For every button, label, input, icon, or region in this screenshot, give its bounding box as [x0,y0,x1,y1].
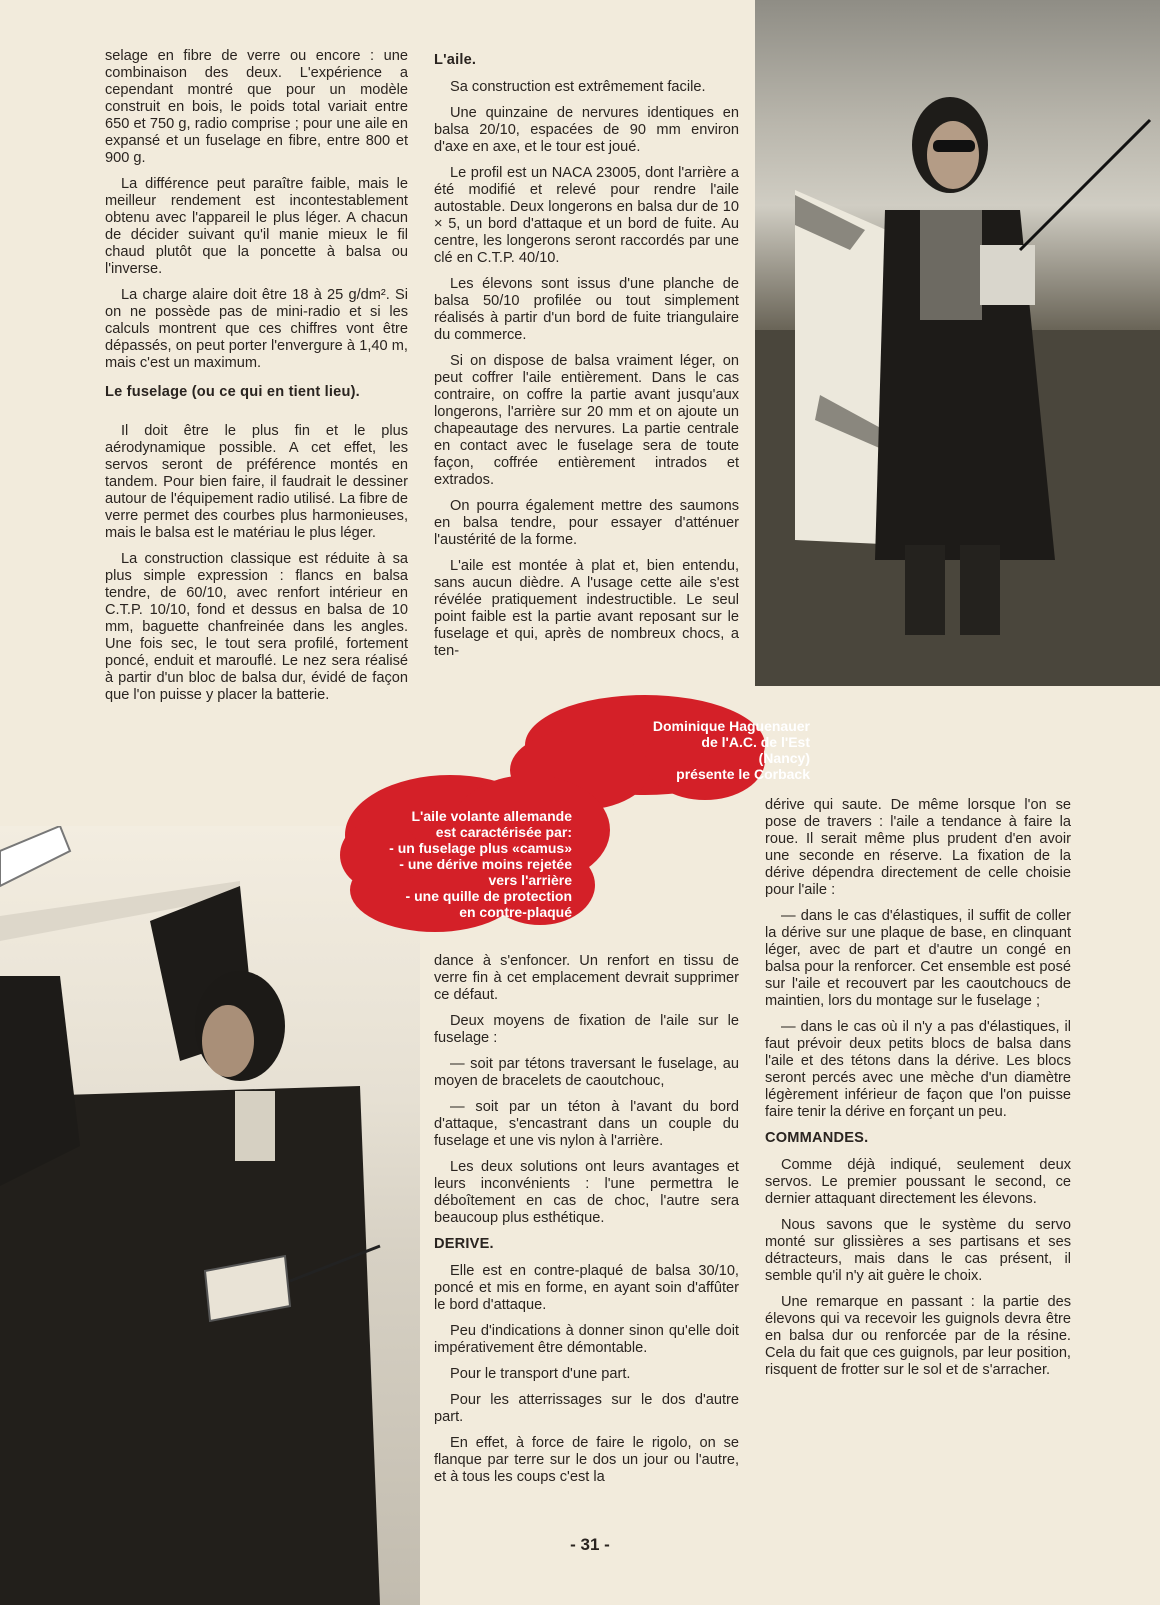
paragraph: Peu d'indications à donner sinon qu'elle doit impérativement être démontable. [434,1323,739,1356]
paragraph: On pourra également mettre des saumons en balsa tendre, pour essayer d'atténuer l'austérité de la forme. [434,498,739,548]
paragraph: dérive qui saute. De même lorsque l'on se pose de travers : l'aile a tendance à faire la roue. Il serait même plus prudent d'en avoir une seconde en réserve. La fixation de la dérive dépendra directement de celle choisie pour l'aile : [765,797,1071,898]
feature-line: - une dérive moins rejetée [399,856,572,872]
article-column-1 [105,48,408,713]
article-column-2 [434,46,739,669]
paragraph: Si on dispose de balsa vraiment léger, on peut coffrer l'aile entièrement. Dans le cas contraire, on coffre la partie avant jusqu'aux longerons, l'arrière sur 20 mm et on ajoute un chapeautage des nervures. La partie centrale en contact avec le fuselage sera de toute façon, coffrée entièrement intrados et extrados. [434,353,739,488]
feature-line: en contre-plaqué [459,904,572,920]
section-heading-commandes: COMMANDES. [765,1130,869,1146]
feature-line: vers l'arrière [488,872,572,888]
paragraph: dance à s'enfoncer. Un renfort en tissu de verre fin à cet emplacement devrait supprimer ce défaut. [434,953,739,1003]
credit-line: présente le Corback [676,766,810,782]
feature-line: L'aile volante allemande [411,808,572,824]
photo-pilot-launching-model [0,826,420,1605]
paragraph: Le profil est un NACA 23005, dont l'arrière a été modifié et relevé pour rendre l'aile autostable. Deux longerons en balsa dur de 10 × 5, un bord d'attaque et un bord de fuite. Au centre, les longerons seront raccordés par une clé en C.T.P. 40/10. [434,165,739,266]
paragraph: Deux moyens de fixation de l'aile sur le fuselage : [434,1013,739,1046]
credit-line: Dominique Haguenauer [652,718,810,734]
credit-line: de l'A.C. de l'Est [701,734,810,750]
paragraph: Pour les atterrissages sur le dos d'autre part. [434,1392,739,1425]
section-heading-aile: L'aile. [434,52,477,68]
paragraph: — soit par un téton à l'avant du bord d'attaque, s'encastrant dans un couple du fuselage et une vis nylon à l'arrière. [434,1099,739,1149]
photo-top-illustration [755,0,1160,686]
paragraph: — dans le cas d'élastiques, il suffit de coller la dérive sur une plaque de base, en clinquant léger, avec de part et d'autre un congé en balsa pour la renforcer. Cet ensemble est posé sur l'aile et recouvert par les caoutchoucs de maintien, lors du montage sur le fuselage ; [765,908,1071,1009]
paragraph: Les deux solutions ont leurs avantages et leurs inconvénients : l'une permettra le déboîtement en cas de choc, l'autre sera beaucoup plus esthétique. [434,1159,739,1226]
credit-line: (Nancy) [758,750,810,766]
paragraph: L'aile est montée à plat et, bien entendu, sans aucun dièdre. A l'usage cette aile s'est révélée pratiquement indestructible. Le seul point faible est la partie avant reposant sur le fuselage et qui, après de nombreux chocs, a ten- [434,558,739,659]
article-column-2-continued [434,953,739,1495]
feature-line: - une quille de protection [405,888,572,904]
paragraph: Comme déjà indiqué, seulement deux servos. Le premier poussant le second, ce dernier attaquant directement les élevons. [765,1157,1071,1207]
section-heading-fuselage: Le fuselage (ou ce qui en tient lieu). [105,384,360,400]
paragraph: — soit par tétons traversant le fuselage, au moyen de bracelets de caoutchouc, [434,1056,739,1089]
paragraph: Elle est en contre-plaqué de balsa 30/10, poncé et mis en forme, en ayant soin d'affûter le bord d'attaque. [434,1263,739,1313]
paragraph: Pour le transport d'une part. [450,1366,631,1382]
paragraph: Une remarque en passant : la partie des élevons qui va recevoir les guignols devra être en balsa dur ou renforcée par de la résine. Cela du fait que ces guignols, par leur position, risquent de frotter sur le sol et de s'arracher. [765,1294,1071,1378]
photo-bottom-illustration [0,826,420,1605]
feature-line: est caractérisée par: [435,824,572,840]
paragraph: La construction classique est réduite à sa plus simple expression : flancs en balsa tendre, de 60/10, avec renfort intérieur en C.T.P. 10/10, fond et dessus en balsa de 10 mm, baguette chanfreinée dans les angles. Une fois sec, le tout sera profilé, fortement poncé, enduit et marouflé. Le nez sera réalisé à partir d'un bloc de balsa dur, évidé de façon que l'on puisse y placer la batterie. [105,551,408,703]
author-credit [575,718,810,782]
page-number: - 31 - [570,1535,610,1554]
paragraph: Une quinzaine de nervures identiques en balsa 20/10, espacées de 90 mm environ d'axe en axe, et le tour est joué. [434,105,739,155]
paragraph: selage en fibre de verre ou encore : une combinaison des deux. L'expérience a cependant montré que pour un modèle construit en bois, le poids total variait entre 650 et 750 g, radio comprise ; pour une aile en expansé et un fuselage en fibre, entre 800 et 900 g. [105,48,408,166]
feature-line: - un fuselage plus «camus» [389,840,572,856]
paragraph: En effet, à force de faire le rigolo, on se flanque par terre sur le dos un jour ou l'autre, et à tous les coups c'est la [434,1435,739,1485]
paragraph: Sa construction est extrêmement facile. [450,79,706,95]
paragraph: Les élevons sont issus d'une planche de balsa 50/10 profilée ou tout simplement réalisés à partir d'un bord de fuite triangulaire du commerce. [434,276,739,343]
article-column-3 [765,797,1071,1388]
paragraph: La charge alaire doit être 18 à 25 g/dm². Si on ne possède pas de mini-radio et si les calculs montrent que ces chiffres vont être dépassés, on peut porter l'envergure à 1,40 m, mais c'est un maximum. [105,287,408,371]
paragraph: Nous savons que le système du servo monté sur glissières a ses partisans et ses détracteurs, mais dans le cas présent, il semble qu'il n'y ait guère le choix. [765,1217,1071,1284]
paragraph: La différence peut paraître faible, mais le meilleur rendement est incontestablement obtenu avec l'appareil le plus léger. A chacun de décider suivant qu'il manie mieux le fil chaud plutôt que la poncette à balsa ou l'inverse. [105,176,408,277]
paragraph: Il doit être le plus fin et le plus aérodynamique possible. A cet effet, les servos seront de préférence montés en tandem. Pour bien faire, il faudrait le dessiner autour de l'équipement radio utilisé. La fibre de verre permet des courbes plus harmonieuses, mais le balsa est le matériau le plus léger. [105,423,408,541]
paragraph: — dans le cas où il n'y a pas d'élastiques, il faut prévoir deux petits blocs de balsa dans l'aile et des tétons dans la dérive. Les blocs seront percés avec une mèche d'un diamètre légèrement inférieur de façon que l'on puisse faire tenir la dérive en forçant un peu. [765,1019,1071,1120]
feature-callout [340,808,572,920]
photo-pilot-with-flying-wing [755,0,1160,686]
section-heading-derive: DERIVE. [434,1236,494,1252]
